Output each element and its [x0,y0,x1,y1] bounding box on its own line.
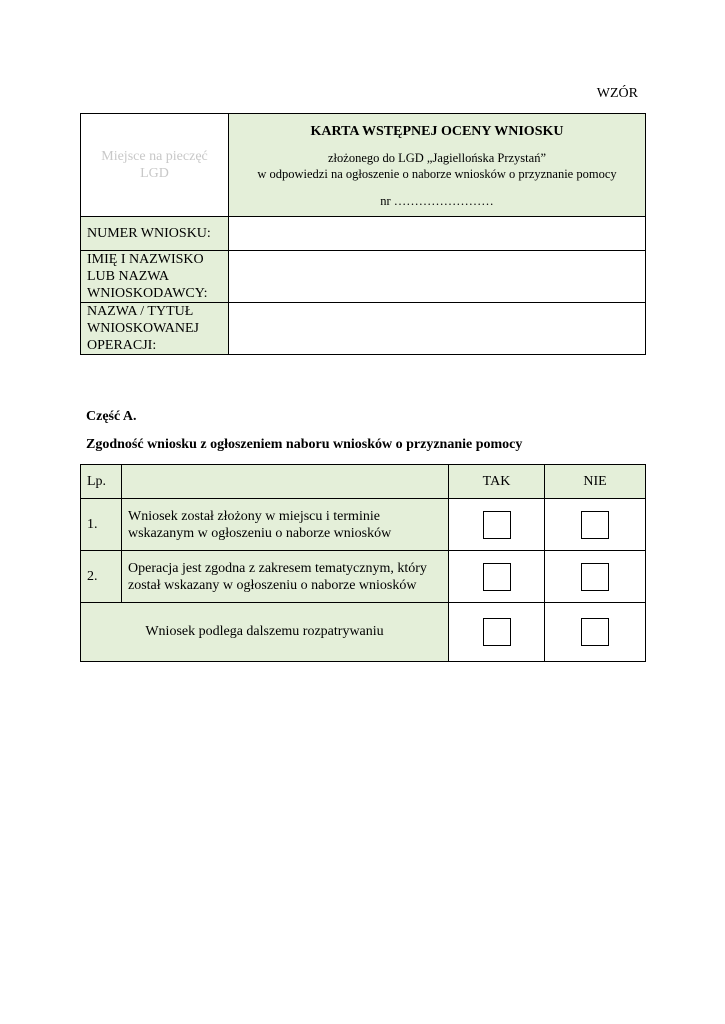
stamp-placeholder [81,114,229,217]
applicant-name-label [81,251,229,303]
section-a-title: Część A. [86,409,137,424]
nie-checkbox[interactable] [581,511,609,539]
tak-checkbox[interactable] [483,511,511,539]
operation-title-label-line3: OPERACJI: [87,338,157,353]
compliance-table [80,464,646,662]
row-criterion-line1: Operacja jest zgodna z zakresem tematycznym, który [128,560,427,576]
card-title-cell [229,114,646,217]
operation-title-label-line2: WNIOSKOWANEJ [87,321,199,336]
stamp-placeholder-line2: LGD [140,166,169,181]
row-criterion [122,499,449,551]
operation-title-label [81,303,229,355]
summary-nie-cell [545,603,646,662]
header-lp: Lp. [81,465,122,499]
row-criterion [122,551,449,603]
header-tak: TAK [449,465,545,499]
card-title: KARTA WSTĘPNEJ OCENY WNIOSKU [310,123,564,139]
row-criterion-line2: został wskazany w ogłoszeniu o naborze wniosków [128,577,417,593]
template-label: WZÓR [596,86,638,101]
summary-tak-cell [449,603,545,662]
nie-checkbox[interactable] [581,563,609,591]
header-criterion [122,465,449,499]
row-criterion-line2: wskazanym w ogłoszeniu o naborze wniosków [128,525,392,541]
row-lp: 2. [81,551,122,603]
application-number-label: NUMER WNIOSKU: [81,217,229,251]
operation-title-label-line1: NAZWA / TYTUŁ [87,304,194,319]
applicant-name-label-line2: LUB NAZWA [87,269,170,284]
summary-label: Wniosek podlega dalszemu rozpatrywaniu [81,603,449,662]
table-row [81,551,646,603]
card-number: nr …………………… [380,193,494,208]
section-a-subtitle: Zgodność wniosku z ogłoszeniem naboru wniosków o przyznanie pomocy [86,437,523,452]
card-subtitle-line1: złożonego do LGD „Jagiellońska Przystań” [328,150,546,165]
applicant-name-label-line3: WNIOSKODAWCY: [87,286,208,301]
row-criterion-line1: Wniosek został złożony w miejscu i terminie [128,508,380,524]
applicant-name-field[interactable] [229,251,646,303]
applicant-name-label-line1: IMIĘ I NAZWISKO [87,252,204,267]
row-lp: 1. [81,499,122,551]
operation-title-field[interactable] [229,303,646,355]
tak-checkbox[interactable] [483,563,511,591]
table-row [81,499,646,551]
row-nie-cell [545,551,646,603]
evaluation-card-header-table [80,113,646,355]
stamp-placeholder-line1: Miejsce na pieczęć [101,149,208,164]
row-tak-cell [449,551,545,603]
row-tak-cell [449,499,545,551]
summary-nie-checkbox[interactable] [581,618,609,646]
header-nie: NIE [545,465,646,499]
application-number-field[interactable] [229,217,646,251]
card-subtitle-line2: w odpowiedzi na ogłoszenie o naborze wniosków o przyznanie pomocy [257,166,617,181]
row-nie-cell [545,499,646,551]
summary-tak-checkbox[interactable] [483,618,511,646]
